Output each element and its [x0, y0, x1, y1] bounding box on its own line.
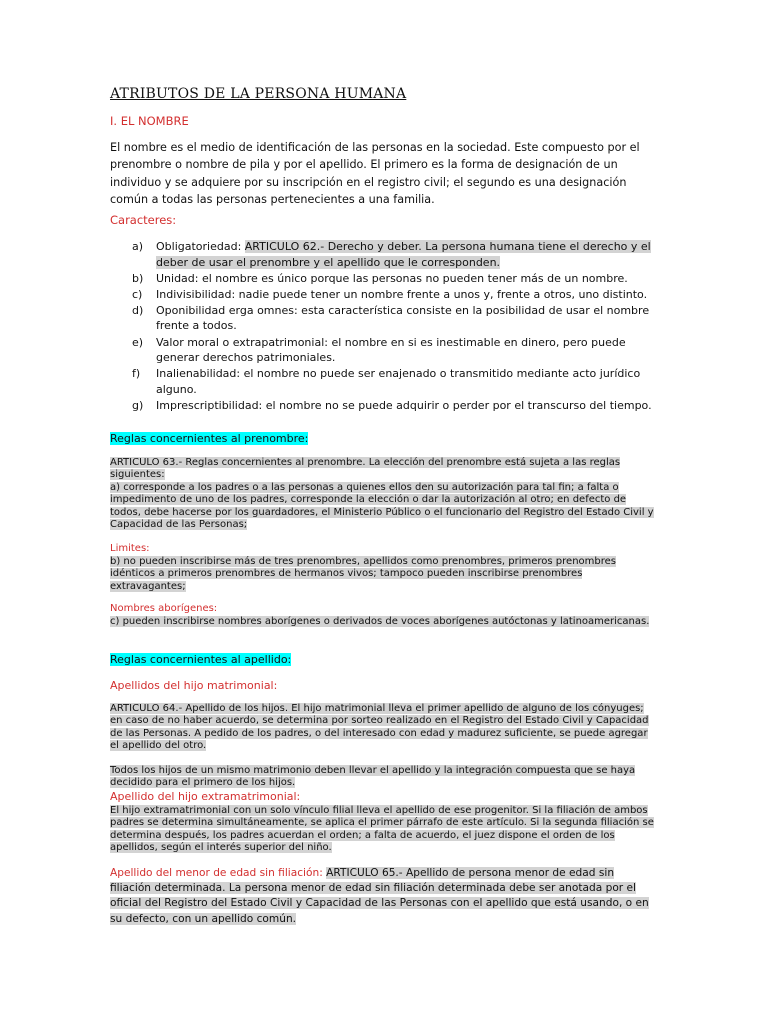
- limites-text-block: [110, 556, 656, 593]
- caracteristica-label: a): [132, 240, 144, 253]
- extramatrimonial-text: El hijo extramatrimonial con un solo vínculo filial lleva el apellido de ese progenitor. Si la filiación de ambos padres se determina simultáneamente, se aplica el primer párrafo de este artículo. Si la segunda filiación se determina después, los padres acuerdan el orden; a falta de acuerdo, el juez dispone el orden de los apellidos, según el interés superior del niño.: [110, 805, 654, 854]
- caracteristica-text: Imprescriptibilidad: el nombre no se puede adquirir o perder por el transcurso del tiempo.: [156, 398, 652, 412]
- articulo-64-block: [110, 703, 656, 753]
- caracteristica-label: d): [132, 303, 144, 317]
- articulo-65-text: ARTICULO 65.- Apellido de persona menor de edad sin filiación determinada. La persona menor de edad sin filiación determinada debe ser anotada por el oficial del Registro del Estado Civil y Capacidad de las Personas con el apellido que está usando, o en su defecto, con un apellido común.: [110, 867, 649, 925]
- caracteristica-highlight: ARTICULO 62.- Derecho y deber. La persona humana tiene el derecho y el deber de usar el prenombre y el apellido que le corresponden.: [156, 240, 651, 269]
- limites-text: b) no pueden inscribirse más de tres prenombres, apellidos como prenombres, primeros prenombres idénticos a primeros prenombres de hermanos vivos; tampoco pueden inscribirse prenombres extravagantes;: [110, 556, 616, 592]
- apellido-heading-text: Reglas concernientes al apellido:: [110, 653, 292, 666]
- caracteres-heading: Caracteres:: [110, 213, 177, 227]
- articulo-63-head: ARTICULO 63.- Reglas concernientes al prenombre. La elección del prenombre está sujeta a las reglas siguientes:: [110, 457, 621, 481]
- extramatrimonial-block: [110, 805, 656, 855]
- caracteristica-item: [110, 271, 656, 287]
- articulo-64-text2: Todos los hijos de un mismo matrimonio deben llevar el apellido y la integración compuesta que se haya decidido para el primero de los hijos.: [110, 765, 636, 789]
- menor-heading: Apellido del menor de edad sin filiación:: [110, 867, 327, 879]
- prenombre-heading-text: Reglas concernientes al prenombre:: [110, 432, 309, 445]
- prenombre-heading: [110, 431, 656, 448]
- caracteristica-text: Valor moral o extrapatrimonial: el nombre en si es inestimable en dinero, pero puede generar derechos patrimoniales.: [156, 335, 626, 365]
- caracteristica-item: [110, 366, 656, 397]
- articulo-63-a: a) corresponde a los padres o a las personas a quienes ellos den su autorización para tal fin; a falta o impedimento de uno de los padres, corresponde la elección o dar la autorización al otro; en defecto de todos, debe hacerse por los guardadores, el Ministerio Público o el funcionario del Registro del Estado Civil y Capacidad de las Personas;: [110, 481, 654, 531]
- caracteristica-item: [110, 287, 656, 303]
- matrimonial-heading: Apellidos del hijo matrimonial:: [110, 679, 278, 692]
- caracteristica-label: e): [132, 335, 144, 349]
- caracteristica-label: b): [132, 271, 144, 285]
- caracteristica-item: [110, 335, 656, 366]
- caracteristica-text: Indivisibilidad: nadie puede tener un nombre frente a unos y, frente a otros, uno distinto.: [156, 287, 648, 301]
- aborigenes-text-block: [110, 616, 656, 628]
- articulo-64-second-block: [110, 765, 656, 790]
- articulo-63: [110, 457, 656, 531]
- aborigenes-text: c) pueden inscribirse nombres aborígenes o derivados de voces aborígenes autóctonas y latinoamericanas.: [110, 616, 650, 627]
- caracteristica-item: [110, 239, 656, 270]
- extramatrimonial-heading: Apellido del hijo extramatrimonial:: [110, 790, 301, 803]
- caracteristica-text: Obligatoriedad:: [156, 240, 245, 253]
- limites-heading: Limites:: [110, 543, 150, 554]
- document-title: ATRIBUTOS DE LA PERSONA HUMANA: [110, 86, 407, 102]
- aborigenes-heading: Nombres aborígenes:: [110, 603, 218, 614]
- caracteristica-label: c): [132, 287, 143, 301]
- menor-block: [110, 866, 656, 927]
- caracteristica-text: Unidad: el nombre es único porque las personas no pueden tener más de un nombre.: [156, 271, 628, 285]
- section-heading-el-nombre: I. EL NOMBRE: [110, 114, 189, 128]
- caracteristica-item: [110, 398, 656, 414]
- caracteres-list: [110, 239, 656, 414]
- caracteristica-label: f): [132, 367, 141, 381]
- articulo-64-text: ARTICULO 64.- Apellido de los hijos. El hijo matrimonial lleva el primer apellido de alguno de los cónyuges; en caso de no haber acuerdo, se determina por sorteo realizado en el Registro del Estado Civil y Capacidad de las Personas. A pedido de los padres, o del interesado con edad y madurez suficiente, se puede agregar el apellido del otro.: [110, 703, 649, 752]
- caracteristica-text: Inalienabilidad: el nombre no puede ser enajenado o transmitido mediante acto jurídico alguno.: [156, 367, 641, 396]
- apellido-heading: [110, 652, 656, 669]
- caracteristica-item: [110, 303, 656, 334]
- caracteristica-text: Oponibilidad erga omnes: esta característica consiste en la posibilidad de usar el nombre frente a todos.: [156, 303, 650, 333]
- intro-paragraph: El nombre es el medio de identificación de las personas en la sociedad. Este compuesto por el prenombre o nombre de pila y por el apellido. El primero es la forma de designación de un individuo y se adquiere por su inscripción en el registro civil; el segundo es una designación común a todas las personas pertenecientes a una familia.: [110, 141, 640, 206]
- caracteristica-label: g): [132, 398, 144, 412]
